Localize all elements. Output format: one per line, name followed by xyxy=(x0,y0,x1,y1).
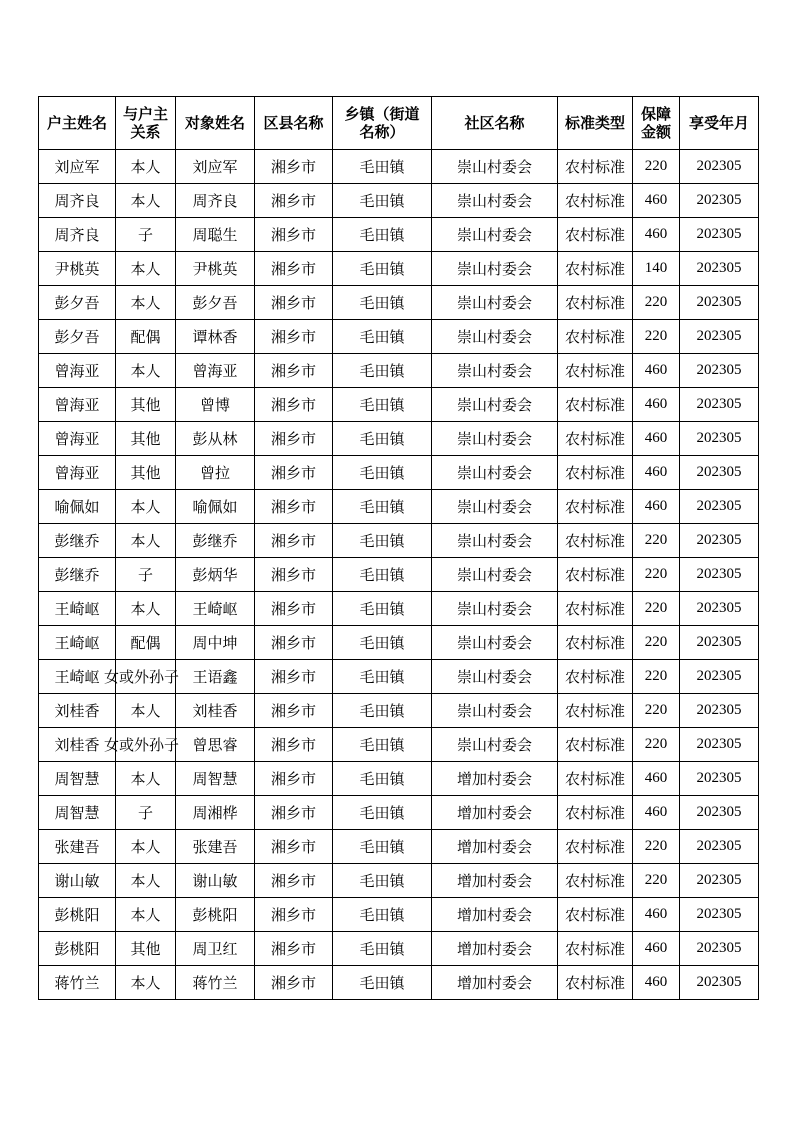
cell-benefit-amount: 460 xyxy=(633,388,680,422)
cell-community-name: 崇山村委会 xyxy=(432,286,558,320)
table-row xyxy=(39,728,759,762)
cell-relation-to-householder: 本人 xyxy=(116,966,176,1000)
cell-relation-to-householder: 本人 xyxy=(116,898,176,932)
cell-county-name: 湘乡市 xyxy=(255,524,333,558)
cell-township-name: 毛田镇 xyxy=(333,218,432,252)
cell-relation-to-householder: 子 xyxy=(116,218,176,252)
cell-benefit-month: 202305 xyxy=(680,660,759,694)
cell-householder-name: 蒋竹兰 xyxy=(39,966,116,1000)
cell-township-name: 毛田镇 xyxy=(333,592,432,626)
cell-recipient-name: 王语鑫 xyxy=(176,660,255,694)
cell-benefit-amount: 460 xyxy=(633,218,680,252)
cell-standard-type: 农村标准 xyxy=(558,354,633,388)
column-header-line: 关系 xyxy=(130,123,161,141)
table-row xyxy=(39,660,759,694)
table-row xyxy=(39,796,759,830)
cell-benefit-month: 202305 xyxy=(680,524,759,558)
cell-benefit-month: 202305 xyxy=(680,422,759,456)
cell-relation-to-householder: 本人 xyxy=(116,490,176,524)
cell-county-name: 湘乡市 xyxy=(255,966,333,1000)
cell-benefit-month: 202305 xyxy=(680,592,759,626)
cell-county-name: 湘乡市 xyxy=(255,864,333,898)
cell-relation-to-householder: 其他 xyxy=(116,422,176,456)
table-row xyxy=(39,558,759,592)
cell-county-name: 湘乡市 xyxy=(255,626,333,660)
cell-township-name: 毛田镇 xyxy=(333,830,432,864)
cell-standard-type: 农村标准 xyxy=(558,932,633,966)
cell-benefit-amount: 460 xyxy=(633,796,680,830)
cell-township-name: 毛田镇 xyxy=(333,150,432,184)
cell-township-name: 毛田镇 xyxy=(333,796,432,830)
cell-benefit-month: 202305 xyxy=(680,150,759,184)
table-row xyxy=(39,626,759,660)
column-header-line: 户主姓名 xyxy=(46,114,107,132)
cell-householder-name: 彭继乔 xyxy=(39,558,116,592)
relief-roster-sheet xyxy=(38,96,759,1000)
cell-relation-to-householder: 子 xyxy=(116,796,176,830)
cell-benefit-amount: 460 xyxy=(633,762,680,796)
cell-township-name: 毛田镇 xyxy=(333,966,432,1000)
column-header-standard-type xyxy=(558,97,633,150)
cell-township-name: 毛田镇 xyxy=(333,864,432,898)
cell-householder-name: 周智慧 xyxy=(39,762,116,796)
cell-community-name: 崇山村委会 xyxy=(432,558,558,592)
cell-benefit-amount: 460 xyxy=(633,490,680,524)
cell-recipient-name: 刘应军 xyxy=(176,150,255,184)
cell-recipient-name: 彭继乔 xyxy=(176,524,255,558)
table-row xyxy=(39,592,759,626)
cell-recipient-name: 周湘桦 xyxy=(176,796,255,830)
cell-relation-to-householder: 子 xyxy=(116,558,176,592)
cell-householder-name: 刘应军 xyxy=(39,150,116,184)
cell-benefit-month: 202305 xyxy=(680,558,759,592)
cell-county-name: 湘乡市 xyxy=(255,694,333,728)
cell-benefit-amount: 220 xyxy=(633,626,680,660)
column-header-recipient-name xyxy=(176,97,255,150)
table-row xyxy=(39,490,759,524)
cell-recipient-name: 曾拉 xyxy=(176,456,255,490)
cell-township-name: 毛田镇 xyxy=(333,932,432,966)
cell-benefit-month: 202305 xyxy=(680,320,759,354)
cell-householder-name: 谢山敏 xyxy=(39,864,116,898)
cell-county-name: 湘乡市 xyxy=(255,218,333,252)
cell-standard-type: 农村标准 xyxy=(558,388,633,422)
cell-community-name: 崇山村委会 xyxy=(432,524,558,558)
column-header-line: 标准类型 xyxy=(564,114,625,132)
column-header-householder-name xyxy=(39,97,116,150)
column-header-line: 享受年月 xyxy=(688,114,749,132)
cell-community-name: 崇山村委会 xyxy=(432,252,558,286)
cell-county-name: 湘乡市 xyxy=(255,592,333,626)
cell-township-name: 毛田镇 xyxy=(333,286,432,320)
cell-township-name: 毛田镇 xyxy=(333,626,432,660)
column-header-line: 名称） xyxy=(359,123,405,141)
cell-recipient-name: 王崎岖 xyxy=(176,592,255,626)
cell-township-name: 毛田镇 xyxy=(333,660,432,694)
cell-recipient-name: 周聪生 xyxy=(176,218,255,252)
cell-community-name: 崇山村委会 xyxy=(432,490,558,524)
cell-recipient-name: 蒋竹兰 xyxy=(176,966,255,1000)
cell-county-name: 湘乡市 xyxy=(255,762,333,796)
cell-standard-type: 农村标准 xyxy=(558,660,633,694)
cell-relation-to-householder: 女或外孙子 xyxy=(116,728,176,762)
cell-benefit-month: 202305 xyxy=(680,898,759,932)
cell-householder-name: 曾海亚 xyxy=(39,388,116,422)
cell-benefit-amount: 220 xyxy=(633,524,680,558)
cell-benefit-month: 202305 xyxy=(680,864,759,898)
cell-benefit-amount: 220 xyxy=(633,728,680,762)
cell-relation-to-householder: 本人 xyxy=(116,830,176,864)
column-header-township-name xyxy=(333,97,432,150)
cell-benefit-month: 202305 xyxy=(680,490,759,524)
cell-recipient-name: 彭夕吾 xyxy=(176,286,255,320)
cell-county-name: 湘乡市 xyxy=(255,728,333,762)
cell-recipient-name: 周中坤 xyxy=(176,626,255,660)
cell-standard-type: 农村标准 xyxy=(558,626,633,660)
cell-standard-type: 农村标准 xyxy=(558,150,633,184)
cell-benefit-month: 202305 xyxy=(680,184,759,218)
cell-standard-type: 农村标准 xyxy=(558,898,633,932)
cell-householder-name: 周齐良 xyxy=(39,184,116,218)
cell-standard-type: 农村标准 xyxy=(558,728,633,762)
column-header-line: 乡镇（街道 xyxy=(344,105,420,123)
column-header-benefit-amount xyxy=(633,97,680,150)
table-row xyxy=(39,864,759,898)
cell-community-name: 增加村委会 xyxy=(432,932,558,966)
cell-householder-name: 彭桃阳 xyxy=(39,898,116,932)
table-row xyxy=(39,320,759,354)
cell-householder-name: 曾海亚 xyxy=(39,354,116,388)
cell-benefit-amount: 220 xyxy=(633,558,680,592)
cell-relation-to-householder: 其他 xyxy=(116,456,176,490)
cell-benefit-amount: 220 xyxy=(633,660,680,694)
cell-county-name: 湘乡市 xyxy=(255,490,333,524)
table-row xyxy=(39,694,759,728)
cell-community-name: 崇山村委会 xyxy=(432,694,558,728)
cell-benefit-amount: 460 xyxy=(633,456,680,490)
cell-householder-name: 曾海亚 xyxy=(39,422,116,456)
cell-relation-to-householder: 女或外孙子 xyxy=(116,660,176,694)
cell-recipient-name: 曾海亚 xyxy=(176,354,255,388)
cell-standard-type: 农村标准 xyxy=(558,694,633,728)
cell-recipient-name: 周智慧 xyxy=(176,762,255,796)
cell-benefit-amount: 460 xyxy=(633,932,680,966)
cell-township-name: 毛田镇 xyxy=(333,422,432,456)
table-row xyxy=(39,830,759,864)
cell-relation-to-householder: 本人 xyxy=(116,592,176,626)
cell-benefit-amount: 220 xyxy=(633,150,680,184)
cell-township-name: 毛田镇 xyxy=(333,388,432,422)
cell-community-name: 崇山村委会 xyxy=(432,626,558,660)
cell-standard-type: 农村标准 xyxy=(558,490,633,524)
cell-standard-type: 农村标准 xyxy=(558,320,633,354)
cell-standard-type: 农村标准 xyxy=(558,524,633,558)
cell-householder-name: 彭桃阳 xyxy=(39,932,116,966)
cell-standard-type: 农村标准 xyxy=(558,422,633,456)
cell-benefit-amount: 460 xyxy=(633,966,680,1000)
column-header-county-name xyxy=(255,97,333,150)
cell-relation-to-householder: 本人 xyxy=(116,864,176,898)
cell-community-name: 崇山村委会 xyxy=(432,728,558,762)
relief-roster-table xyxy=(38,96,759,1000)
cell-recipient-name: 张建吾 xyxy=(176,830,255,864)
table-row xyxy=(39,898,759,932)
table-row xyxy=(39,286,759,320)
cell-township-name: 毛田镇 xyxy=(333,184,432,218)
table-row xyxy=(39,252,759,286)
cell-recipient-name: 谭林香 xyxy=(176,320,255,354)
cell-township-name: 毛田镇 xyxy=(333,524,432,558)
cell-benefit-month: 202305 xyxy=(680,830,759,864)
table-row xyxy=(39,524,759,558)
cell-householder-name: 尹桃英 xyxy=(39,252,116,286)
cell-householder-name: 刘桂香 xyxy=(39,728,116,762)
cell-township-name: 毛田镇 xyxy=(333,456,432,490)
cell-county-name: 湘乡市 xyxy=(255,388,333,422)
cell-benefit-amount: 460 xyxy=(633,898,680,932)
cell-township-name: 毛田镇 xyxy=(333,320,432,354)
cell-county-name: 湘乡市 xyxy=(255,252,333,286)
cell-standard-type: 农村标准 xyxy=(558,864,633,898)
cell-standard-type: 农村标准 xyxy=(558,218,633,252)
cell-householder-name: 彭夕吾 xyxy=(39,286,116,320)
table-row xyxy=(39,932,759,966)
cell-community-name: 崇山村委会 xyxy=(432,320,558,354)
cell-community-name: 增加村委会 xyxy=(432,762,558,796)
column-header-line: 区县名称 xyxy=(263,114,324,132)
cell-householder-name: 曾海亚 xyxy=(39,456,116,490)
column-header-line: 社区名称 xyxy=(464,114,525,132)
cell-recipient-name: 曾博 xyxy=(176,388,255,422)
cell-benefit-month: 202305 xyxy=(680,388,759,422)
cell-relation-to-householder: 本人 xyxy=(116,286,176,320)
cell-community-name: 增加村委会 xyxy=(432,864,558,898)
cell-township-name: 毛田镇 xyxy=(333,762,432,796)
column-header-line: 与户主 xyxy=(122,105,168,123)
cell-recipient-name: 刘桂香 xyxy=(176,694,255,728)
cell-county-name: 湘乡市 xyxy=(255,286,333,320)
table-header-row xyxy=(39,97,759,150)
cell-benefit-amount: 460 xyxy=(633,184,680,218)
cell-benefit-amount: 460 xyxy=(633,422,680,456)
cell-recipient-name: 彭炳华 xyxy=(176,558,255,592)
cell-relation-to-householder: 本人 xyxy=(116,252,176,286)
table-body xyxy=(39,150,759,1000)
cell-county-name: 湘乡市 xyxy=(255,354,333,388)
table-row xyxy=(39,184,759,218)
cell-community-name: 增加村委会 xyxy=(432,898,558,932)
cell-benefit-amount: 220 xyxy=(633,320,680,354)
cell-benefit-month: 202305 xyxy=(680,694,759,728)
table-row xyxy=(39,388,759,422)
cell-county-name: 湘乡市 xyxy=(255,422,333,456)
cell-relation-to-householder: 本人 xyxy=(116,524,176,558)
cell-householder-name: 彭继乔 xyxy=(39,524,116,558)
column-header-community-name xyxy=(432,97,558,150)
cell-householder-name: 周智慧 xyxy=(39,796,116,830)
cell-community-name: 崇山村委会 xyxy=(432,660,558,694)
cell-householder-name: 王崎岖 xyxy=(39,626,116,660)
cell-relation-to-householder: 本人 xyxy=(116,762,176,796)
cell-benefit-amount: 220 xyxy=(633,864,680,898)
cell-community-name: 崇山村委会 xyxy=(432,592,558,626)
cell-benefit-month: 202305 xyxy=(680,354,759,388)
cell-householder-name: 刘桂香 xyxy=(39,694,116,728)
table-row xyxy=(39,150,759,184)
cell-standard-type: 农村标准 xyxy=(558,796,633,830)
column-header-line: 保障 xyxy=(640,105,671,123)
cell-householder-name: 喻佩如 xyxy=(39,490,116,524)
cell-community-name: 崇山村委会 xyxy=(432,150,558,184)
cell-recipient-name: 尹桃英 xyxy=(176,252,255,286)
cell-householder-name: 周齐良 xyxy=(39,218,116,252)
cell-county-name: 湘乡市 xyxy=(255,898,333,932)
cell-benefit-month: 202305 xyxy=(680,762,759,796)
cell-benefit-amount: 140 xyxy=(633,252,680,286)
cell-relation-to-householder: 其他 xyxy=(116,388,176,422)
cell-county-name: 湘乡市 xyxy=(255,184,333,218)
cell-county-name: 湘乡市 xyxy=(255,150,333,184)
cell-benefit-amount: 220 xyxy=(633,592,680,626)
cell-county-name: 湘乡市 xyxy=(255,796,333,830)
table-row xyxy=(39,218,759,252)
cell-benefit-month: 202305 xyxy=(680,966,759,1000)
cell-community-name: 崇山村委会 xyxy=(432,354,558,388)
table-row xyxy=(39,422,759,456)
cell-recipient-name: 彭桃阳 xyxy=(176,898,255,932)
column-header-relation-to-householder xyxy=(116,97,176,150)
cell-township-name: 毛田镇 xyxy=(333,558,432,592)
cell-standard-type: 农村标准 xyxy=(558,558,633,592)
cell-relation-to-householder: 其他 xyxy=(116,932,176,966)
cell-community-name: 崇山村委会 xyxy=(432,422,558,456)
cell-relation-to-householder: 配偶 xyxy=(116,320,176,354)
cell-standard-type: 农村标准 xyxy=(558,286,633,320)
cell-community-name: 增加村委会 xyxy=(432,830,558,864)
cell-county-name: 湘乡市 xyxy=(255,830,333,864)
table-row xyxy=(39,966,759,1000)
cell-recipient-name: 喻佩如 xyxy=(176,490,255,524)
cell-householder-name: 王崎岖 xyxy=(39,592,116,626)
cell-community-name: 增加村委会 xyxy=(432,796,558,830)
cell-county-name: 湘乡市 xyxy=(255,660,333,694)
cell-recipient-name: 周齐良 xyxy=(176,184,255,218)
cell-benefit-amount: 220 xyxy=(633,694,680,728)
cell-householder-name: 张建吾 xyxy=(39,830,116,864)
cell-benefit-month: 202305 xyxy=(680,626,759,660)
cell-householder-name: 彭夕吾 xyxy=(39,320,116,354)
cell-benefit-month: 202305 xyxy=(680,932,759,966)
cell-benefit-month: 202305 xyxy=(680,796,759,830)
cell-benefit-amount: 460 xyxy=(633,354,680,388)
cell-county-name: 湘乡市 xyxy=(255,320,333,354)
cell-standard-type: 农村标准 xyxy=(558,252,633,286)
cell-benefit-month: 202305 xyxy=(680,218,759,252)
column-header-line: 金额 xyxy=(640,123,671,141)
cell-recipient-name: 谢山敏 xyxy=(176,864,255,898)
cell-relation-to-householder: 本人 xyxy=(116,694,176,728)
cell-relation-to-householder: 本人 xyxy=(116,150,176,184)
cell-benefit-month: 202305 xyxy=(680,456,759,490)
cell-benefit-amount: 220 xyxy=(633,286,680,320)
cell-standard-type: 农村标准 xyxy=(558,762,633,796)
cell-township-name: 毛田镇 xyxy=(333,490,432,524)
cell-township-name: 毛田镇 xyxy=(333,728,432,762)
table-row xyxy=(39,762,759,796)
cell-standard-type: 农村标准 xyxy=(558,184,633,218)
cell-benefit-month: 202305 xyxy=(680,252,759,286)
cell-township-name: 毛田镇 xyxy=(333,694,432,728)
cell-township-name: 毛田镇 xyxy=(333,898,432,932)
cell-community-name: 崇山村委会 xyxy=(432,456,558,490)
cell-county-name: 湘乡市 xyxy=(255,932,333,966)
cell-householder-name: 王崎岖 xyxy=(39,660,116,694)
column-header-benefit-month xyxy=(680,97,759,150)
cell-county-name: 湘乡市 xyxy=(255,558,333,592)
cell-recipient-name: 彭从林 xyxy=(176,422,255,456)
cell-community-name: 崇山村委会 xyxy=(432,218,558,252)
table-row xyxy=(39,456,759,490)
cell-standard-type: 农村标准 xyxy=(558,966,633,1000)
cell-relation-to-householder: 配偶 xyxy=(116,626,176,660)
cell-standard-type: 农村标准 xyxy=(558,456,633,490)
cell-township-name: 毛田镇 xyxy=(333,252,432,286)
cell-benefit-amount: 220 xyxy=(633,830,680,864)
cell-community-name: 崇山村委会 xyxy=(432,184,558,218)
cell-standard-type: 农村标准 xyxy=(558,830,633,864)
table-row xyxy=(39,354,759,388)
cell-recipient-name: 周卫红 xyxy=(176,932,255,966)
cell-relation-to-householder: 本人 xyxy=(116,354,176,388)
cell-standard-type: 农村标准 xyxy=(558,592,633,626)
cell-benefit-month: 202305 xyxy=(680,728,759,762)
cell-relation-to-householder: 本人 xyxy=(116,184,176,218)
cell-benefit-month: 202305 xyxy=(680,286,759,320)
cell-township-name: 毛田镇 xyxy=(333,354,432,388)
cell-recipient-name: 曾思睿 xyxy=(176,728,255,762)
cell-community-name: 增加村委会 xyxy=(432,966,558,1000)
cell-community-name: 崇山村委会 xyxy=(432,388,558,422)
column-header-line: 对象姓名 xyxy=(184,114,245,132)
cell-county-name: 湘乡市 xyxy=(255,456,333,490)
